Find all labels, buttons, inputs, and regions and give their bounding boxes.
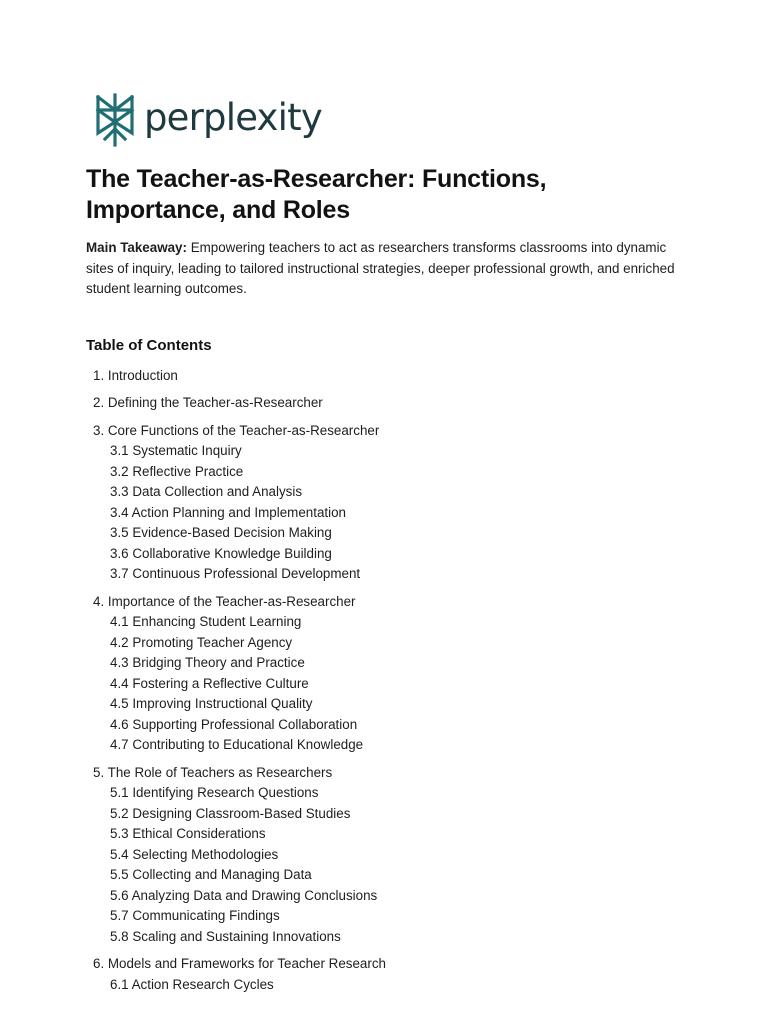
toc-subitem[interactable]: 4.7 Contributing to Educational Knowledge xyxy=(110,737,364,752)
brand-name: perplexity xyxy=(144,95,322,139)
brand-logo xyxy=(94,92,686,148)
toc-subitem[interactable]: 4.6 Supporting Professional Collaboration xyxy=(110,716,358,732)
toc-subitem[interactable]: 3.7 Continuous Professional Development xyxy=(110,566,361,581)
toc-subitem[interactable]: 5.2 Designing Classroom-Based Studies xyxy=(110,805,351,821)
toc-section xyxy=(86,421,686,585)
toc-item[interactable]: 3. Core Functions of the Teacher-as-Researcher xyxy=(93,422,380,438)
toc-subitem[interactable]: 3.1 Systematic Inquiry xyxy=(110,443,242,458)
page-title-line-2: Importance, and Roles xyxy=(86,196,350,224)
main-takeaway xyxy=(86,238,682,300)
toc-section xyxy=(86,592,686,756)
toc-subitem[interactable]: 5.4 Selecting Methodologies xyxy=(110,846,279,862)
toc-subitem[interactable]: 5.7 Communicating Findings xyxy=(110,908,280,923)
document-page xyxy=(86,92,686,1002)
toc-subitem[interactable]: 3.3 Data Collection and Analysis xyxy=(110,484,303,499)
toc-subitem[interactable]: 6.1 Action Research Cycles xyxy=(110,976,274,992)
toc-subitem[interactable]: 4.4 Fostering a Reflective Culture xyxy=(110,675,309,691)
toc-item[interactable]: 1. Introduction xyxy=(93,367,178,383)
perplexity-logo-icon xyxy=(94,93,136,147)
table-of-contents xyxy=(86,366,686,996)
takeaway-label: Main Takeaway: xyxy=(86,240,187,255)
toc-subitem[interactable]: 3.6 Collaborative Knowledge Building xyxy=(110,545,332,561)
toc-section xyxy=(86,763,686,948)
toc-subitem[interactable]: 5.8 Scaling and Sustaining Innovations xyxy=(110,928,341,944)
toc-subitem[interactable]: 5.1 Identifying Research Questions xyxy=(110,785,319,800)
toc-heading: Table of Contents xyxy=(86,336,212,354)
page-title-line-1: The Teacher-as-Researcher: Functions, xyxy=(86,165,547,193)
toc-item[interactable]: 6. Models and Frameworks for Teacher Research xyxy=(93,956,386,971)
toc-item[interactable]: 5. The Role of Teachers as Researchers xyxy=(93,764,333,780)
toc-section xyxy=(86,393,686,414)
toc-subitem[interactable]: 3.5 Evidence-Based Decision Making xyxy=(110,525,332,540)
toc-subitem[interactable]: 3.2 Reflective Practice xyxy=(110,463,244,479)
toc-item[interactable]: 4. Importance of the Teacher-as-Researcher xyxy=(93,593,356,609)
toc-subitem[interactable]: 4.3 Bridging Theory and Practice xyxy=(110,655,305,670)
page-title xyxy=(86,164,686,226)
toc-subitem[interactable]: 5.5 Collecting and Managing Data xyxy=(110,867,312,882)
toc-subitem[interactable]: 5.6 Analyzing Data and Drawing Conclusions xyxy=(110,887,378,903)
toc-subitem[interactable]: 4.5 Improving Instructional Quality xyxy=(110,696,313,711)
toc-item[interactable]: 2. Defining the Teacher-as-Researcher xyxy=(93,395,323,410)
toc-subitem[interactable]: 3.4 Action Planning and Implementation xyxy=(110,504,346,520)
toc-subitem[interactable]: 4.1 Enhancing Student Learning xyxy=(110,614,302,629)
toc-section xyxy=(86,954,686,995)
toc-subitem[interactable]: 4.2 Promoting Teacher Agency xyxy=(110,634,293,650)
toc-section xyxy=(86,366,686,387)
takeaway-text: Empowering teachers to act as researchers transforms classrooms into dynamic sites of inquiry, leading to tailored instructional strategies, deeper professional growth, and enriched student learning outcomes. xyxy=(86,240,675,296)
toc-subitem[interactable]: 5.3 Ethical Considerations xyxy=(110,826,266,841)
